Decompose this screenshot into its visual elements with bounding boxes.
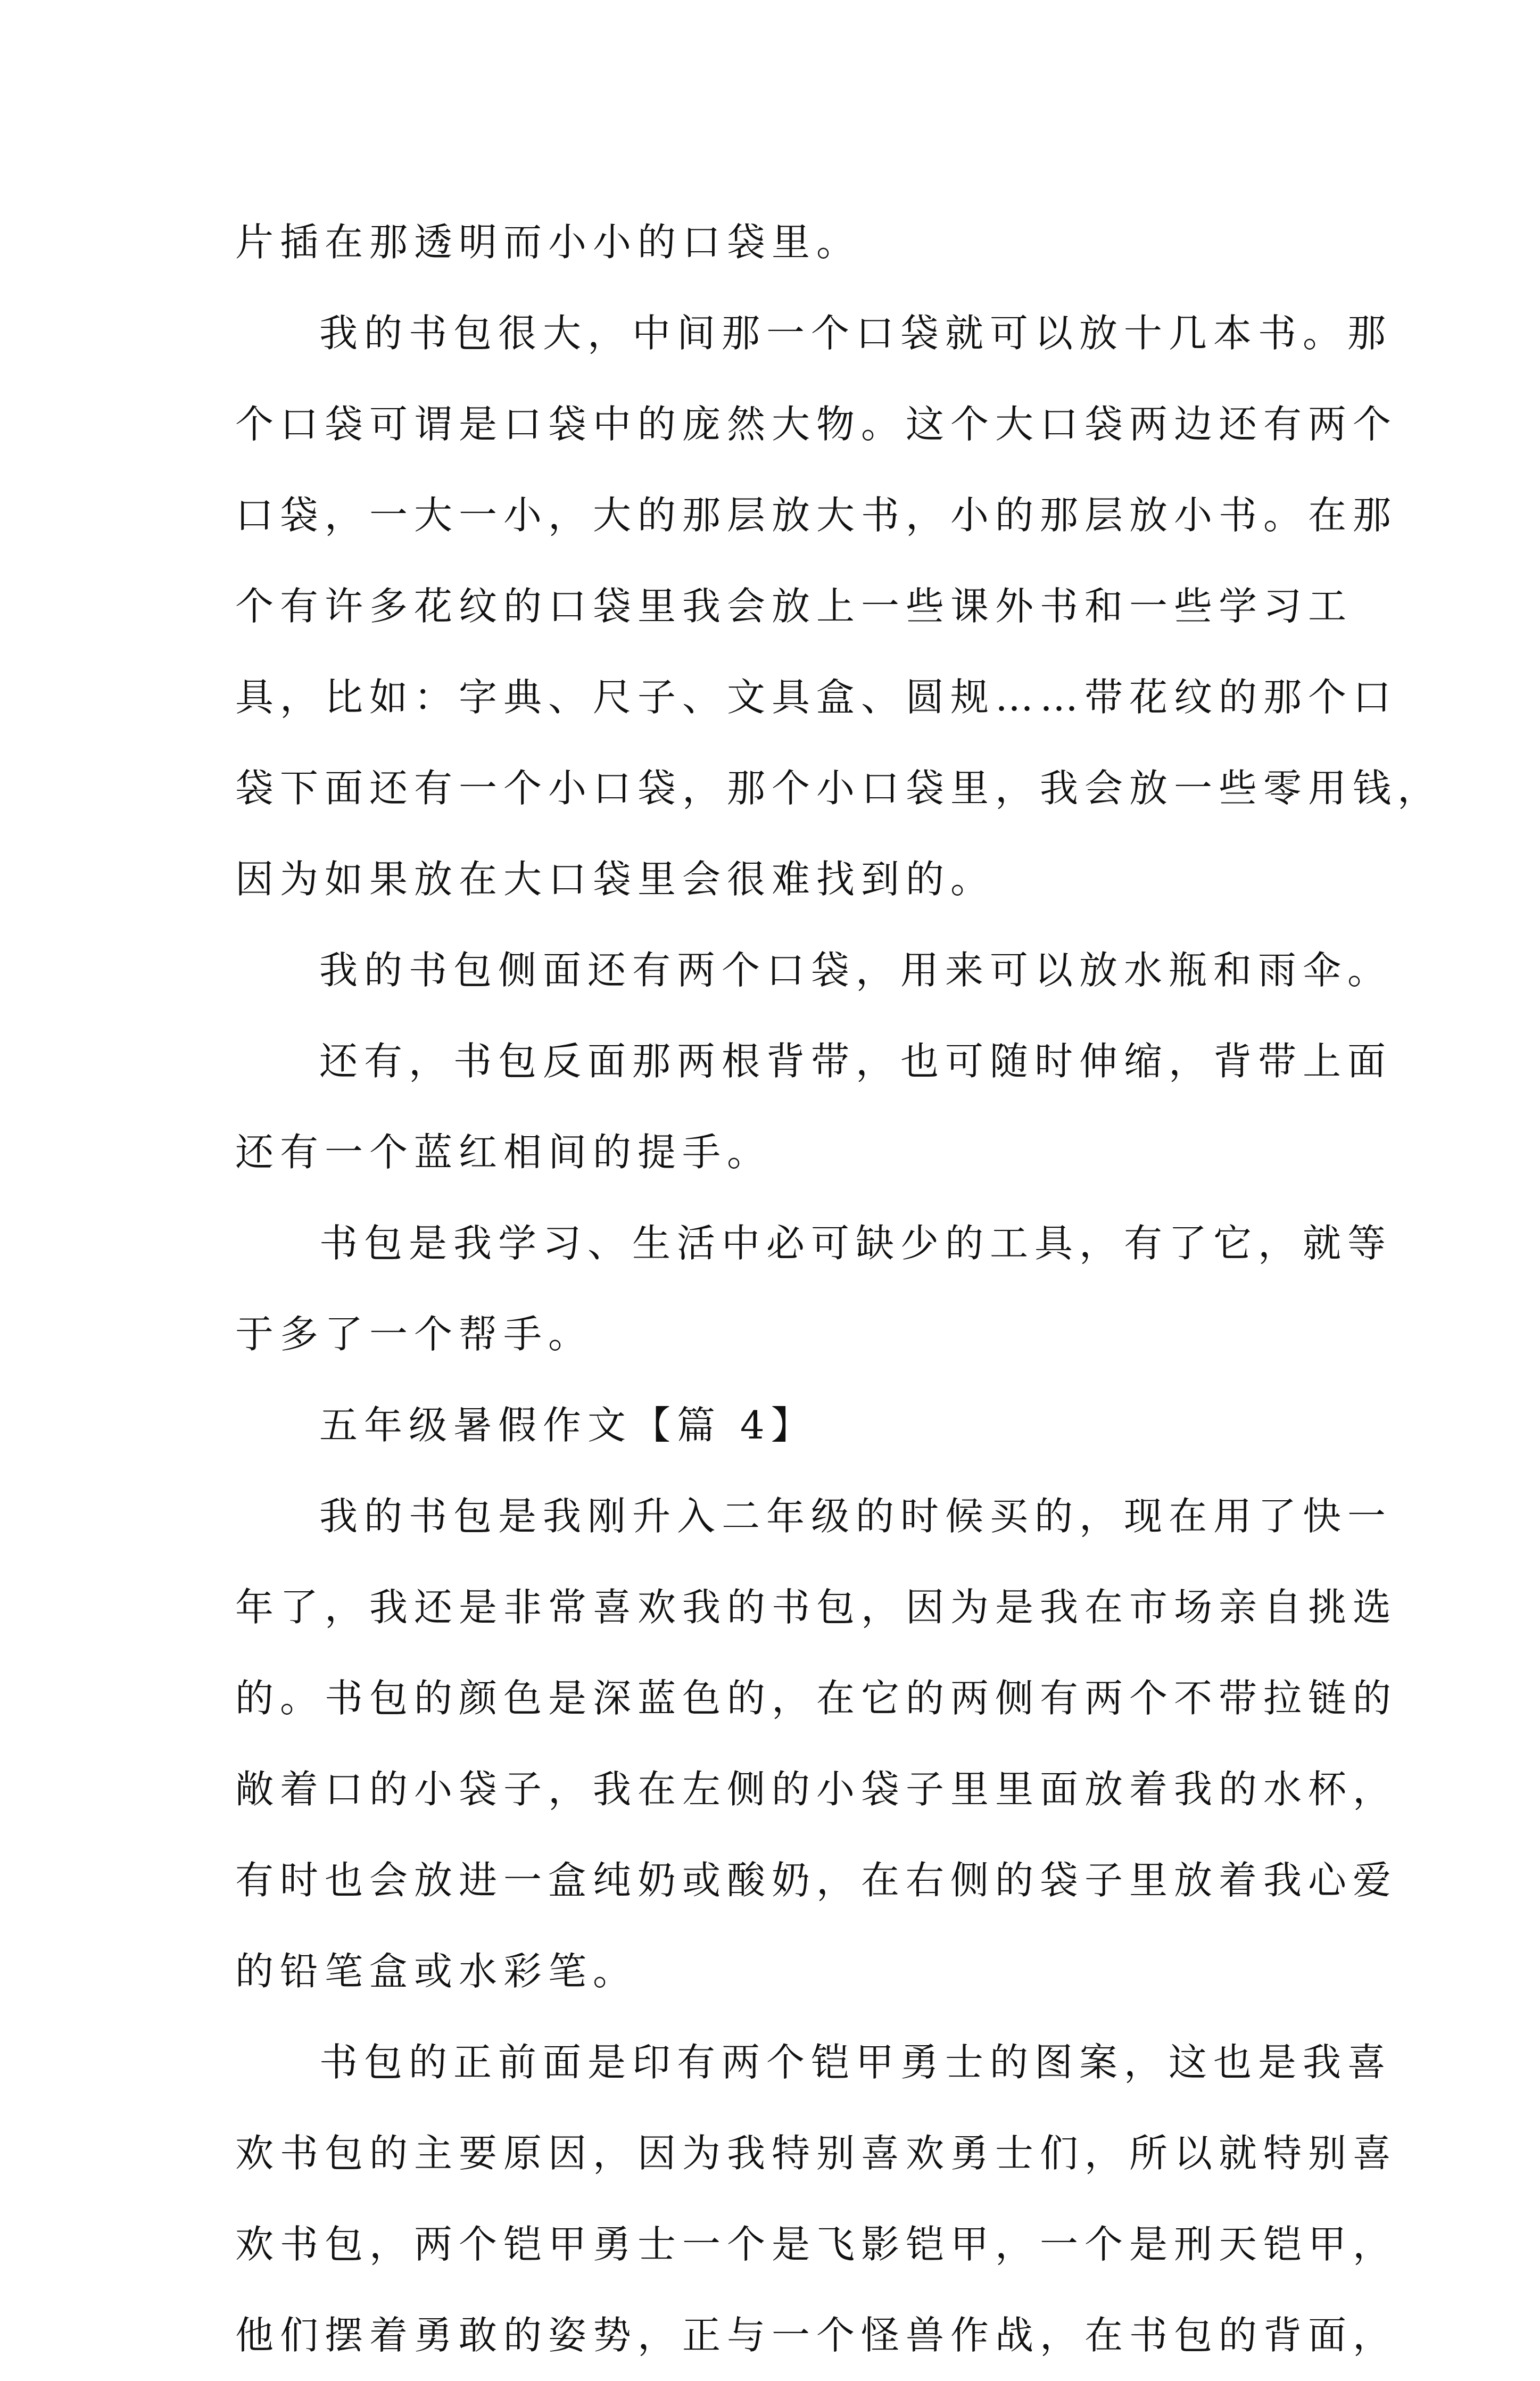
text-line: 还有，书包反面那两根背带，也可随时伸缩，背带上面 — [319, 1039, 1393, 1084]
text-line: 还有一个蓝红相间的提手。 — [235, 1130, 772, 1175]
document-body — [235, 197, 1443, 2381]
text-line: 我的书包侧面还有两个口袋，用来可以放水瓶和雨伞。 — [319, 948, 1393, 993]
text-line: 有时也会放进一盒纯奶或酸奶，在右侧的袋子里放着我心爱 — [235, 1858, 1398, 1903]
text-line: 个口袋可谓是口袋中的庞然大物。这个大口袋两边还有两个 — [235, 402, 1398, 447]
text-line: 我的书包是我刚升入二年级的时候买的，现在用了快一 — [319, 1494, 1393, 1539]
text-line: 个有许多花纹的口袋里我会放上一些课外书和一些学习工 — [235, 584, 1353, 629]
text-line: 书包的正前面是印有两个铠甲勇士的图案，这也是我喜 — [319, 2040, 1393, 2085]
text-line: 具，比如：字典、尺子、文具盒、圆规……带花纹的那个口 — [235, 675, 1398, 720]
text-line: 欢书包，两个铠甲勇士一个是飞影铠甲，一个是刑天铠甲， — [235, 2222, 1398, 2267]
text-line: 袋下面还有一个小口袋，那个小口袋里，我会放一些零用钱， — [235, 766, 1443, 811]
text-line: 因为如果放在大口袋里会很难找到的。 — [235, 857, 996, 902]
text-line: 书包是我学习、生活中必可缺少的工具，有了它，就等 — [319, 1221, 1393, 1266]
text-line: 敞着口的小袋子，我在左侧的小袋子里里面放着我的水杯， — [235, 1767, 1398, 1812]
text-line: 年了，我还是非常喜欢我的书包，因为是我在市场亲自挑选 — [235, 1585, 1398, 1630]
text-line: 的。书包的颜色是深蓝色的，在它的两侧有两个不带拉链的 — [235, 1676, 1398, 1721]
text-line: 于多了一个帮手。 — [235, 1312, 593, 1357]
text-line: 我的书包很大，中间那一个口袋就可以放十几本书。那 — [319, 311, 1393, 356]
section-heading: 五年级暑假作文【篇 4】 — [319, 1403, 816, 1448]
text-line: 他们摆着勇敢的姿势，正与一个怪兽作战，在书包的背面， — [235, 2313, 1398, 2358]
text-line: 口袋，一大一小，大的那层放大书，小的那层放小书。在那 — [235, 493, 1398, 538]
text-line: 欢书包的主要原因，因为我特别喜欢勇士们，所以就特别喜 — [235, 2131, 1398, 2176]
text-line: 片插在那透明而小小的口袋里。 — [235, 220, 862, 264]
text-line: 的铅笔盒或水彩笔。 — [235, 1949, 638, 1994]
